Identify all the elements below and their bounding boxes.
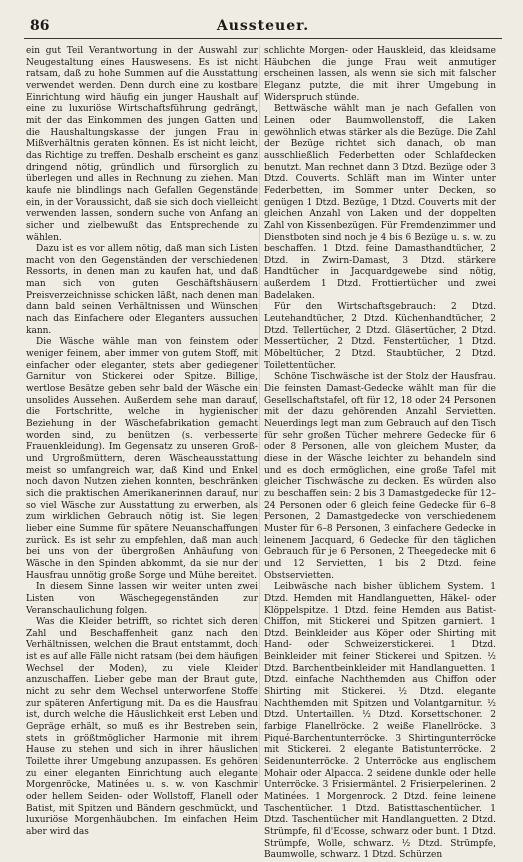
page-number: 86 bbox=[30, 18, 50, 34]
paragraph: ein gut Teil Verantwortung in der Auswahl zur Neugestaltung eines Hauswesens. Es ist nicht ratsam, daß zu hohe Summen auf die Ausstattung verwendet werden. Denn durch eine zu kostbare Einrichtung wird häufig ein junger Haushalt auf eine zu luxuriöse Wirtschaftsführung gedrängt, mit der das Einkommen des jungen Gatten und die Haushaltungskasse der jungen Frau in Mißverhältnis geraten können. Es ist nicht leicht, das Richtige zu treffen. Deshalb erscheint es ganz dringend nötig, gründlich und fürsorglich zu überlegen und alles in Rechnung zu ziehen. Man kaufe nie blindlings nach Gefallen Gegenstände ein, in der Voraussicht, daß sie sich doch vielleicht verwenden lassen, sondern suche von Anfang an sicher und zielbewußt das Entsprechende zu wählen. bbox=[26, 46, 258, 243]
paragraph: In diesem Sinne lassen wir weiter unten zwei Listen von Wäschegegenständen zur Veranschaulichung folgen. bbox=[26, 582, 258, 616]
left-column bbox=[26, 46, 258, 837]
paragraph: Schöne Tischwäsche ist der Stolz der Hausfrau. Die feinsten Damast-Gedecke wählt man für die Gesellschaftstafel, oft für 12, 18 oder 24 Personen mit der dazu gehörenden Anzahl Servietten. Neuerdings legt man zum Gebrauch auf den Tisch für sehr großen Tücher mehrere Gedecke für 6 oder 8 Personen, alle von gleichem Muster, da diese in der Wäsche leichter zu behandeln sind und es doch ermöglichen, eine große Tafel mit gleicher Tischwäsche zu decken. Es würden also zu beschaffen sein: 2 bis 3 Damastgedecke für 12–24 Personen oder 6 gleich feine Gedecke für 6–8 Personen, 2 Damastgedecke von verschiedenem Muster für 6–8 Personen, 3 einfachere Gedecke in leinenem Jacquard, 6 Gedecke für den täglichen Gebrauch für je 6 Personen, 2 Theegedecke mit 6 und 12 Servietten, 1 bis 2 Dtzd. feine Obstservietten. bbox=[264, 372, 496, 581]
paragraph: Die Wäsche wähle man von feinstem oder weniger feinem, aber immer von gutem Stoff, mit einfacher oder eleganter, stets aber gediegener Garnitur von Stickerei oder Spitze. Billige, wertlose Besätze geben sehr bald der Wäsche ein unsolides Aussehen. Außerdem sehe man darauf, die Fortschritte, welche in hygienischer Beziehung in der Wäschefabrikation gemacht worden sind, zu benützen (s. verbesserte Frauenkleidung). Im Gegensatz zu unseren Groß- und Urgroßmüttern, deren Wäscheausstattung meist so umfangreich war, daß Kind und Enkel noch davon Nutzen ziehen konnten, beschränken sich die praktischen Amerikanerinnen darauf, nur so viel Wäsche zur Ausstattung zu erwerben, als zum wirklichen Gebrauch nötig ist. Sie legen lieber eine Summe für spätere Neuanschaffungen zurück. Es ist sehr zu empfehlen, daß man auch bei uns von der übergroßen Anhäufung von Wäsche in den Spinden abkommt, da sie nur der Hausfrau unnötig große Sorge und Mühe bereitet. bbox=[26, 337, 258, 581]
paragraph: Bettwäsche wählt man je nach Gefallen von Leinen oder Baumwollenstoff, die Laken gewöhnlich etwas stärker als die Bezüge. Die Zahl der Bezüge richtet sich danach, ob man ausschließlich Federbetten oder Schlafdecken benutzt. Man rechnet dann 3 Dtzd. Bezüge oder 3 Dtzd. Couverts. Schläft man im Winter unter Federbetten, im Sommer unter Decken, so genügen 1 Dtzd. Bezüge, 1 Dtzd. Couverts mit der gleichen Anzahl von Laken und der doppelten Zahl von Kissenbezügen. Für Fremdenzimmer und Dienstboten sind noch je 4 bis 6 Bezüge u. s. w. zu beschaffen. 1 Dtzd. feine Damasthandtücher, 2 Dtzd. in Zwirn-Damast, 3 Dtzd. stärkere Handtücher in Jacquardgewebe sind nötig, außerdem 1 Dtzd. Frottiertücher und zwei Badelaken. bbox=[264, 104, 496, 301]
running-title: Aussteuer. bbox=[216, 18, 310, 34]
paragraph-underwear-list: Leibwäsche nach bisher üblichem System. 1 Dtzd. Hemden mit Handlanguetten, Häkel- oder Klöppelspitze. 1 Dtzd. feine Hemden aus Batist-Chiffon, mit Stickerei und Spitzen garniert. 1 Dtzd. Beinkleider aus Köper oder Shirting mit Hand- oder Schweizerstickerei. 1 Dtzd. Beinkleider mit feiner Stickerei und Spitzen. ½ Dtzd. Barchentbeinkleider mit Handlanguetten. 1 Dtzd. einfache Nachthemden aus Chiffon oder Shirting mit Stickerei. ½ Dtzd. elegante Nachthemden mit Spitzen und Volantgarnitur. ½ Dtzd. Untertaillen. ½ Dtzd. Korsettschoner. 2 farbige Flanellröcke. 2 weiße Flanellröcke. 3 Piqué-Barchentunterröcke. 3 Shirtingunterröcke mit Stickerei. 2 elegante Batistunterröcke. 2 Seidenunterröcke. 2 Unterröcke aus englischem Mohair oder Alpacca. 2 seidene dunkle oder helle Unterröcke. 3 Frisiermäntel. 2 Frisierpelerinen. 2 Matinées. 1 Morgenrock. 2 Dtzd. feine leinene Taschentücher. 1 Dtzd. Batisttaschentücher. 1 Dtzd. Taschentücher mit Handlanguetten. 2 Dtzd. Strümpfe, fil d'Ecosse, schwarz oder bunt. 1 Dtzd. Strümpfe, Wolle, schwarz. ½ Dtzd. Strümpfe, Baumwolle, schwarz. 1 Dtzd. Schürzen bbox=[264, 582, 496, 861]
page-header bbox=[24, 16, 502, 39]
right-column bbox=[264, 46, 496, 861]
paragraph: Was die Kleider betrifft, so richtet sich deren Zahl und Beschaffenheit ganz nach den Verhältnissen, welchen die Braut entstammt, doch ist es auf alle Fälle nicht ratsam (bei dem häufigen Wechsel der Moden), zu viele Kleider anzuschaffen. Lieber gebe man der Braut gute, nicht zu sehr dem Wechsel unterworfene Stoffe zur späteren Anfertigung mit. Da es die Hausfrau ist, durch welche die Häuslichkeit erst Leben und Gepräge erhält, so muß es ihr Bestreben sein, stets in größtmöglicher Harmonie mit ihrem Hause zu stehen und sich in ihrer häuslichen Toilette ihrer Umgebung anzupassen. Es gehören zu einer eleganten Einrichtung auch elegante Morgenröcke, Matinées u. s. w. von Kaschmir oder hellem Seiden- oder Wollstoff, Flanell oder Batist, mit Spitzen und Bändern geschmückt, und luxuriöse Morgenhäubchen. Im einfachen Heim aber wird das bbox=[26, 617, 258, 837]
paragraph: Für den Wirtschaftsgebrauch: 2 Dtzd. Leutehandtücher, 2 Dtzd. Küchenhandtücher, 2 Dtzd. Tellertücher, 2 Dtzd. Gläsertücher, 2 Dtzd. Messertücher, 2 Dtzd. Fenstertücher, 1 Dtzd. Möbeltücher, 2 Dtzd. Staubtücher, 2 Dtzd. Toilettentücher. bbox=[264, 302, 496, 371]
paragraph: schlichte Morgen- oder Hauskleid, das kleidsame Häubchen die junge Frau weit anmutiger erscheinen lassen, als wenn sie sich mit falscher Eleganz putzte, die mit ihrer Umgebung in Widerspruch stünde. bbox=[264, 46, 496, 103]
column-gutter bbox=[259, 46, 260, 786]
paragraph: Dazu ist es vor allem nötig, daß man sich Listen macht von den Gegenständen der verschiedenen Ressorts, in denen man zu kaufen hat, und daß man sich von guten Geschäftshäusern Preisverzeichnisse schicken läßt, nach denen man dann bald seinen Verhältnissen und Wünschen nach das Einfachere oder Eleganters aussuchen kann. bbox=[26, 244, 258, 336]
